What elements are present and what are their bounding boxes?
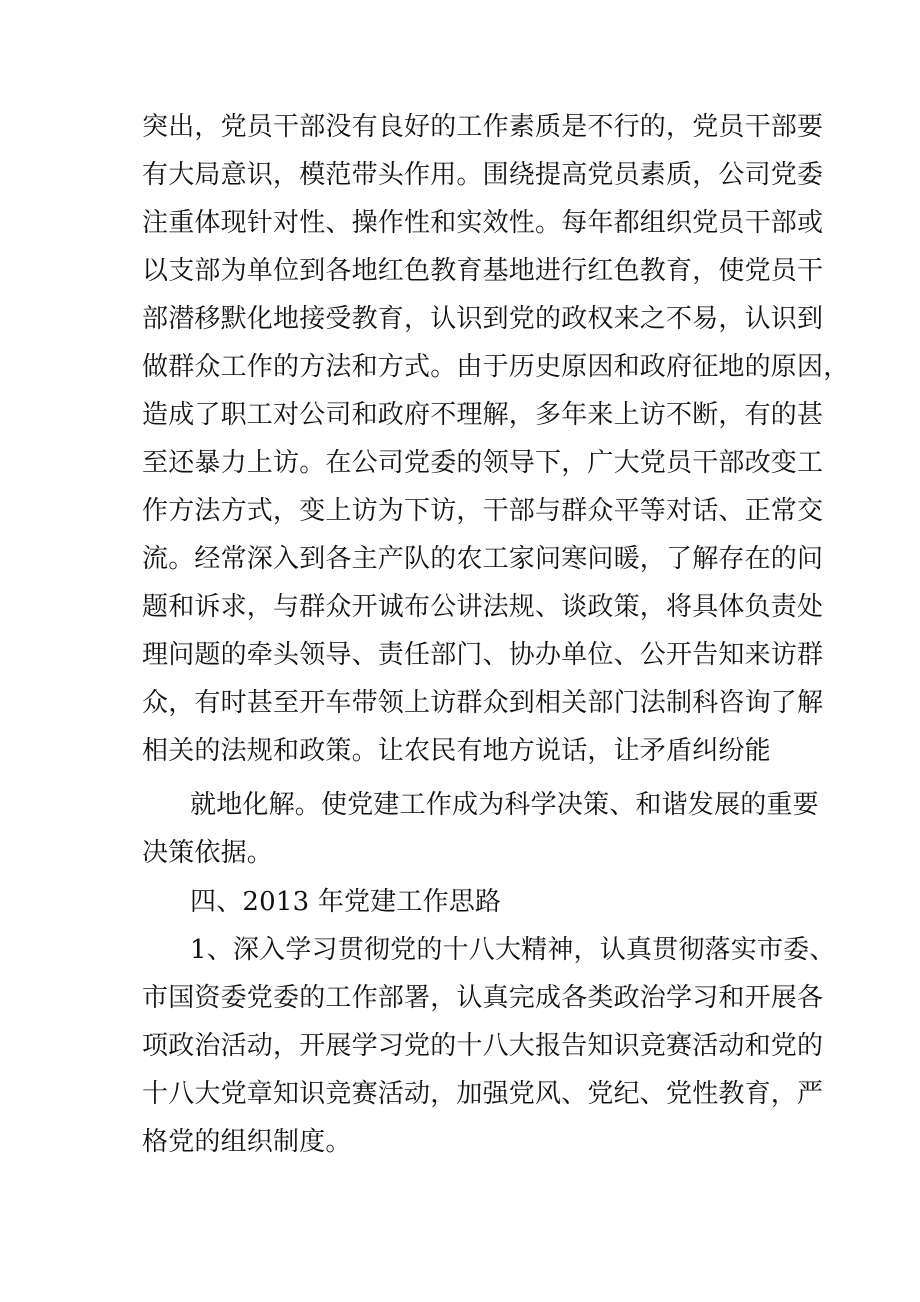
text-line: 注重体现针对性、操作性和实效性。每年都组织党员干部或: [142, 208, 824, 238]
text-line: 项政治活动，开展学习党的十八大报告知识竞赛活动和党的: [142, 1031, 824, 1061]
text-line: 理问题的牵头领导、责任部门、协办单位、公开告知来访群: [142, 640, 824, 670]
text-line: 部潜移默化地接受教育，认识到党的政权来之不易，认识到: [142, 304, 824, 334]
text-line: 题和诉求，与群众开诚布公讲法规、谈政策，将具体负责处: [142, 592, 824, 622]
text-line: 以支部为单位到各地红色教育基地进行红色教育，使党员干: [142, 256, 824, 286]
section-heading: 四、2013 年党建工作思路: [190, 887, 502, 917]
text-line: 十八大党章知识竞赛活动，加强党风、党纪、党性教育，严: [142, 1079, 824, 1109]
text-line: 造成了职工对公司和政府不理解，多年来上访不断，有的甚: [142, 400, 824, 430]
text-line: 决策依据。: [142, 838, 274, 868]
text-line: 众，有时甚至开车带领上访群众到相关部门法制科咨询了解: [142, 688, 824, 718]
text-line: 做群众工作的方法和方式。由于历史原因和政府征地的原因，: [142, 352, 850, 382]
text-line: 就地化解。使党建工作成为科学决策、和谐发展的重要: [190, 790, 819, 820]
text-line: 作方法方式，变上访为下访，干部与群众平等对话、正常交: [142, 496, 824, 526]
text-line: 相关的法规和政策。让农民有地方说话，让矛盾纠纷能: [142, 736, 771, 766]
text-line: 突出，党员干部没有良好的工作素质是不行的，党员干部要: [142, 112, 824, 142]
text-line: 至还暴力上访。在公司党委的领导下，广大党员干部改变工: [142, 448, 824, 478]
text-line: 格党的组织制度。: [142, 1127, 352, 1157]
text-line: 1、深入学习贯彻党的十八大精神，认真贯彻落实市委、: [190, 935, 836, 965]
text-line: 流。经常深入到各主产队的农工家问寒问暖，了解存在的问: [142, 544, 824, 574]
text-line: 市国资委党委的工作部署，认真完成各类政治学习和开展各: [142, 983, 824, 1013]
text-line: 有大局意识，模范带头作用。围绕提高党员素质，公司党委: [142, 160, 824, 190]
